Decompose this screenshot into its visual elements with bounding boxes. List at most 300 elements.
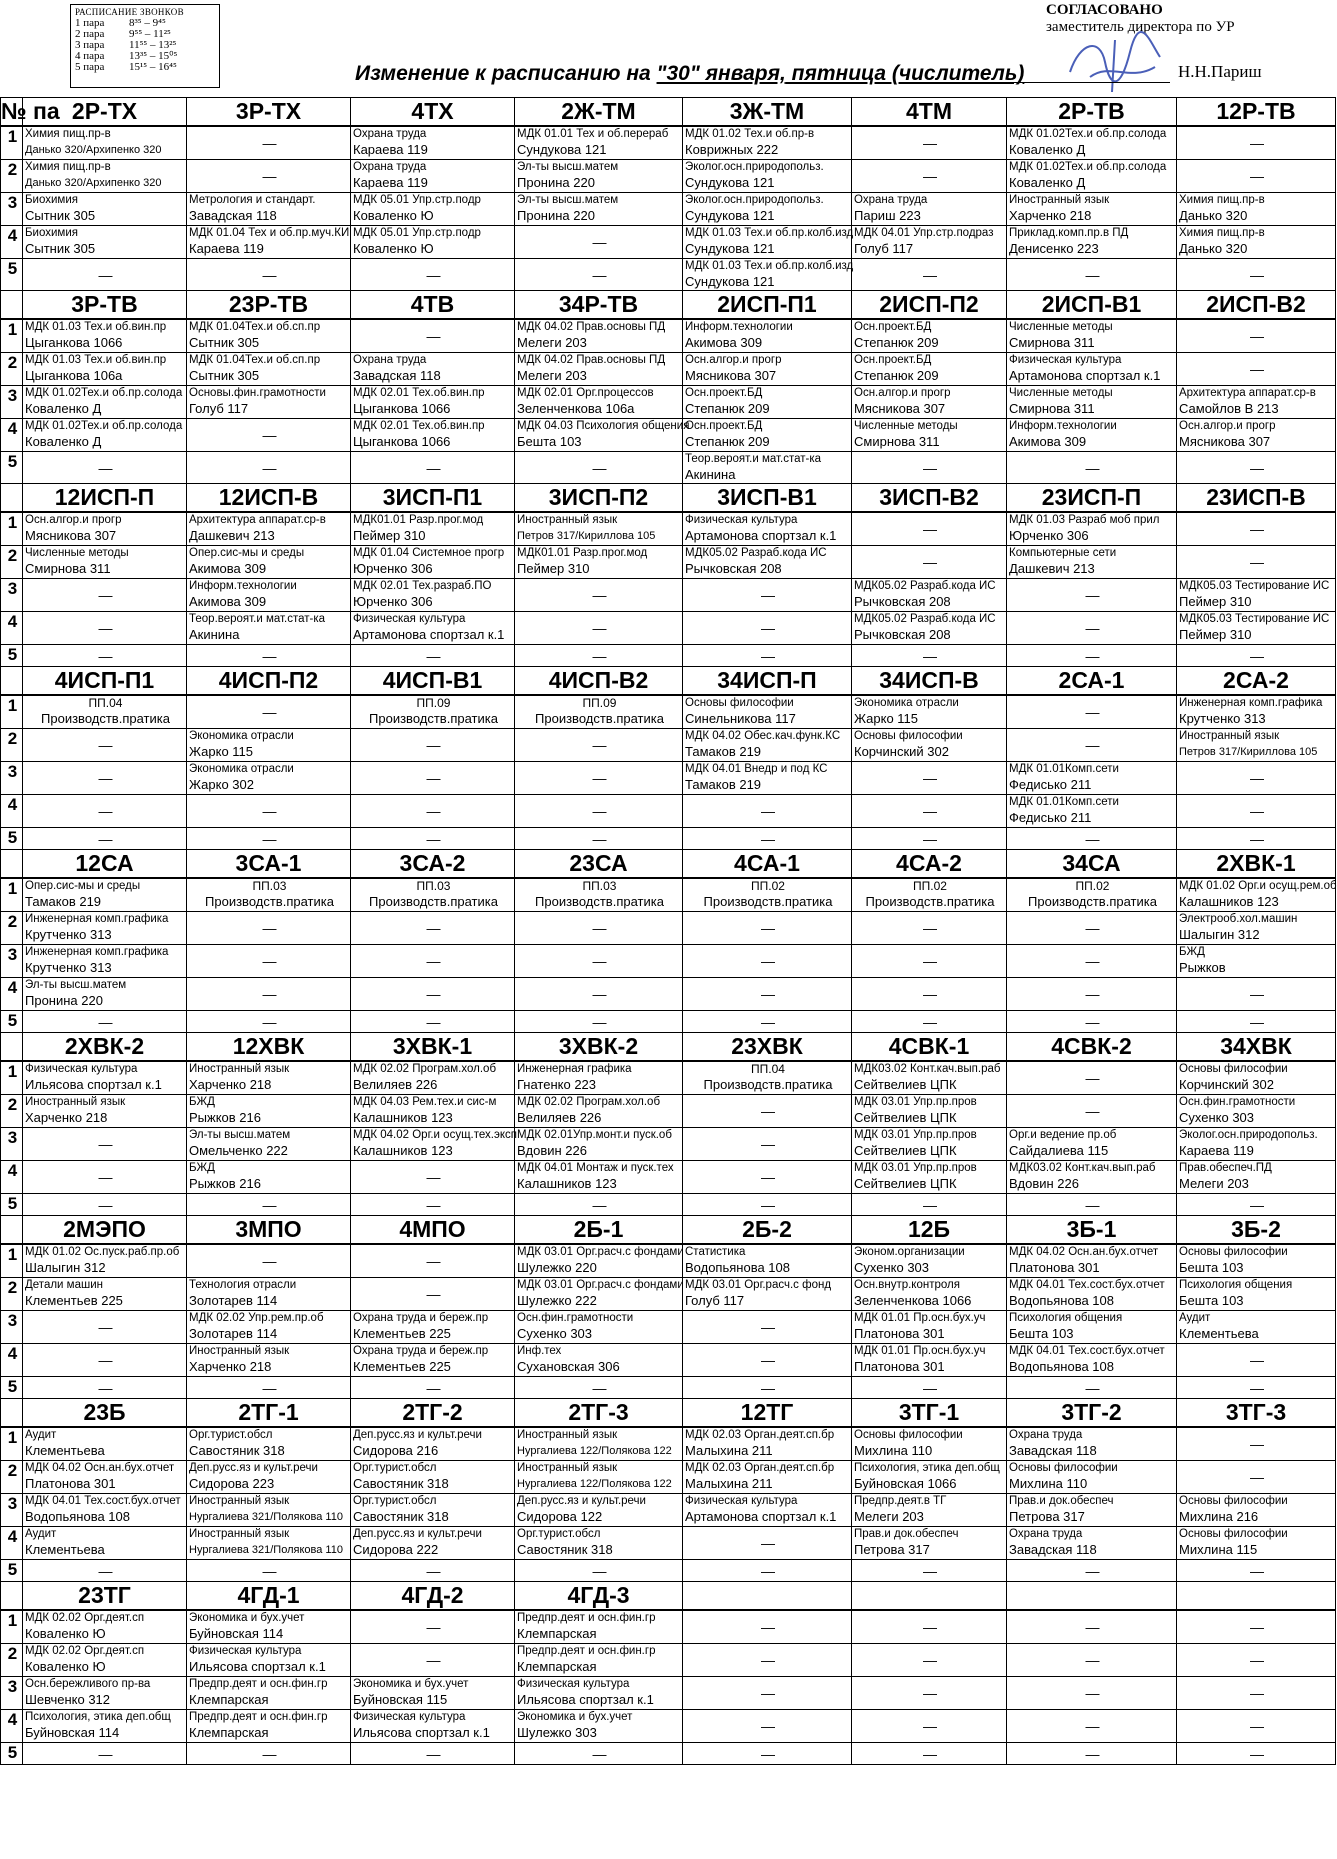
pair-number: 5 xyxy=(1,1194,23,1216)
empty-cell: — xyxy=(187,695,351,729)
lesson-cell xyxy=(515,1710,683,1743)
teacher-room: Коваленко Ю xyxy=(25,1626,106,1641)
pair-number-header xyxy=(1,484,23,513)
teacher-room: Платонова 301 xyxy=(1009,1260,1100,1275)
lesson-cell xyxy=(1007,795,1177,828)
group-name: 23ИСП-П xyxy=(1007,484,1177,513)
subject-name: МДК 04.02 Орг.и осущ.тех.эксп xyxy=(353,1129,517,1141)
lesson-cell xyxy=(515,126,683,160)
pair-number-header xyxy=(1,667,23,696)
empty-cell: — xyxy=(683,1560,852,1582)
pair-number: 1 xyxy=(1,1427,23,1461)
empty-cell: — xyxy=(23,1743,187,1765)
lesson-cell xyxy=(23,1061,187,1095)
subject-name: Иностранный язык xyxy=(189,1528,290,1540)
lesson-cell xyxy=(187,1061,351,1095)
lesson-cell xyxy=(1177,1244,1336,1278)
empty-cell: — xyxy=(1007,1011,1177,1033)
subject-name: Численные методы xyxy=(1009,321,1113,333)
empty-cell: — xyxy=(1177,1677,1336,1710)
subject-name: Иностранный язык xyxy=(189,1063,290,1075)
pair-number-header xyxy=(1,291,23,320)
subject-name: МДК 03.01 Упр.пр.пров xyxy=(854,1096,977,1108)
lesson-row xyxy=(1,1743,1336,1765)
lesson-row xyxy=(1,1011,1336,1033)
lesson-row xyxy=(1,386,1336,419)
lesson-cell xyxy=(23,978,187,1011)
teacher-room: Жарко 115 xyxy=(854,711,919,726)
teacher-room: Сидорова 216 xyxy=(353,1443,439,1458)
subject-name: Осн.проект.БД xyxy=(685,420,763,432)
pair-number: 1 xyxy=(1,319,23,353)
lesson-cell xyxy=(852,419,1007,452)
subject-name: Предпр.деят и осн.фин.гр xyxy=(189,1711,328,1723)
lesson-cell xyxy=(1007,1161,1177,1194)
lesson-row xyxy=(1,945,1336,978)
empty-cell: — xyxy=(1177,828,1336,850)
teacher-room: Буйновская 115 xyxy=(353,1692,448,1707)
lesson-cell xyxy=(351,1527,515,1560)
practice-name: Производств.пратика xyxy=(865,894,995,909)
practice-cell xyxy=(515,878,683,912)
practice-cell xyxy=(515,695,683,729)
empty-cell: — xyxy=(1177,1344,1336,1377)
lesson-cell xyxy=(1007,762,1177,795)
teacher-room: Калашников 123 xyxy=(1179,894,1279,909)
subject-name: Осн.проект.БД xyxy=(685,387,763,399)
subject-name: БЖД xyxy=(189,1162,215,1174)
teacher-room: Тамаков 219 xyxy=(25,894,102,909)
lesson-cell xyxy=(852,1311,1007,1344)
lesson-cell xyxy=(187,1344,351,1377)
teacher-room: Сытник 305 xyxy=(25,241,96,256)
empty-cell: — xyxy=(683,1128,852,1161)
teacher-room: Сайдалиева 115 xyxy=(1009,1143,1109,1158)
teacher-room: Рычковская 208 xyxy=(854,594,951,609)
subject-name: Основы философии xyxy=(854,730,963,742)
lesson-row xyxy=(1,419,1336,452)
lesson-cell xyxy=(852,1527,1007,1560)
teacher-room: Мясникова 307 xyxy=(1179,434,1271,449)
practice-name: Производств.пратика xyxy=(369,894,498,909)
lesson-cell xyxy=(1177,729,1336,762)
teacher-room: Пеймер 310 xyxy=(1179,627,1252,642)
subject-name: Биохимия xyxy=(25,227,78,239)
lesson-cell xyxy=(23,1095,187,1128)
empty-cell: — xyxy=(683,828,852,850)
teacher-room: Клементьев 225 xyxy=(25,1293,123,1308)
pair-number: 4 xyxy=(1,1344,23,1377)
empty-cell: — xyxy=(1007,259,1177,291)
teacher-room: Савостяник 318 xyxy=(517,1542,613,1557)
group-name: 2МЭПО xyxy=(23,1216,187,1245)
teacher-room: Акимова 309 xyxy=(685,335,763,350)
subject-name: МДК 02.01 Тех.об.вин.пр xyxy=(353,387,485,399)
group-name: 3ТГ-3 xyxy=(1177,1399,1336,1428)
teacher-room: Шулежко 303 xyxy=(517,1725,597,1740)
empty-cell: — xyxy=(351,1644,515,1677)
empty-cell: — xyxy=(351,319,515,353)
lesson-cell xyxy=(852,612,1007,645)
subject-name: МДК 01.02 Ос.пуск.раб.пр.об xyxy=(25,1246,180,1258)
subject-name: МДК 01.03 Тех.и об.вин.пр xyxy=(25,321,167,333)
empty-cell: — xyxy=(515,226,683,259)
lesson-cell xyxy=(852,193,1007,226)
subject-name: Экономика отрасли xyxy=(854,697,959,709)
lesson-cell xyxy=(515,1610,683,1644)
practice-name: Производств.пратика xyxy=(535,711,664,726)
teacher-room: Рычковская 208 xyxy=(854,627,951,642)
empty-cell: — xyxy=(1177,353,1336,386)
teacher-room: Сундукова 121 xyxy=(685,175,775,190)
lesson-row xyxy=(1,1610,1336,1644)
subject-name: Физическая культура xyxy=(1009,354,1122,366)
teacher-room: Коваленко Ю xyxy=(353,208,434,223)
pair-number: 5 xyxy=(1,1377,23,1399)
lesson-cell xyxy=(187,512,351,546)
subject-name: МДК05.02 Разраб.кода ИС xyxy=(685,547,827,559)
lesson-row xyxy=(1,912,1336,945)
empty-cell: — xyxy=(23,645,187,667)
lesson-row xyxy=(1,353,1336,386)
empty-cell: — xyxy=(187,452,351,484)
teacher-room: Акимова 309 xyxy=(189,594,267,609)
group-name: 12ТГ xyxy=(683,1399,852,1428)
subject-name: МДК 02.01 Тех.об.вин.пр xyxy=(353,420,485,432)
empty-cell: — xyxy=(187,828,351,850)
subject-name: Численные методы xyxy=(25,547,129,559)
teacher-room: Харченко 218 xyxy=(189,1077,272,1092)
lesson-cell xyxy=(683,762,852,795)
empty-cell: — xyxy=(187,1194,351,1216)
subject-name: Осн.проект.БД xyxy=(854,354,932,366)
teacher-room: Михлина 110 xyxy=(854,1443,933,1458)
lesson-cell xyxy=(351,419,515,452)
lesson-cell xyxy=(187,612,351,645)
bell-pair-label: 1 пара xyxy=(75,17,105,29)
lesson-cell xyxy=(23,1278,187,1311)
group-name: 2СА-1 xyxy=(1007,667,1177,696)
subject-name: Психология общения xyxy=(1179,1279,1293,1291)
subject-name: Основы философии xyxy=(1179,1246,1288,1258)
lesson-cell xyxy=(1177,1061,1336,1095)
group-name: 4ИСП-П1 xyxy=(23,667,187,696)
empty-cell: — xyxy=(1007,1743,1177,1765)
lesson-cell xyxy=(683,1494,852,1527)
empty-cell: — xyxy=(852,1743,1007,1765)
teacher-room: Караева 119 xyxy=(189,241,264,256)
subject-name: МДК 01.02Тех.и об.пр.солода xyxy=(1009,128,1167,140)
empty-cell: — xyxy=(351,1244,515,1278)
lesson-cell xyxy=(351,1427,515,1461)
subject-name: МДК 01.03 Тех.и об.пр.колб.изд xyxy=(685,227,854,239)
teacher-room: Харченко 218 xyxy=(25,1110,108,1125)
subject-name: Охрана труда xyxy=(353,128,427,140)
subject-name: Иностранный язык xyxy=(189,1345,290,1357)
group-header-row xyxy=(1,1582,1336,1611)
lesson-cell xyxy=(187,1527,351,1560)
bell-time: 8³⁵ – 9⁴⁵ xyxy=(129,17,166,29)
subject-name: МДК 01.04Тех.и об.сп.пр xyxy=(189,354,321,366)
lesson-cell xyxy=(351,1061,515,1095)
subject-name: МДК 04.02 Прав.основы ПД xyxy=(517,354,666,366)
empty-cell: — xyxy=(187,645,351,667)
lesson-row xyxy=(1,1344,1336,1377)
pair-number: 2 xyxy=(1,1461,23,1494)
empty-cell: — xyxy=(1177,1610,1336,1644)
lesson-row xyxy=(1,1161,1336,1194)
empty-cell: — xyxy=(187,160,351,193)
empty-cell: — xyxy=(1177,1644,1336,1677)
title-day: пятница (числитель) xyxy=(785,62,1025,85)
subject-name: Иностранный язык xyxy=(517,1462,618,1474)
lesson-cell xyxy=(1177,579,1336,612)
group-name: 2ИСП-В1 xyxy=(1007,291,1177,320)
empty-cell: — xyxy=(187,1244,351,1278)
empty-cell: — xyxy=(683,1311,852,1344)
subject-name: Химия пищ.пр-в xyxy=(25,128,111,140)
lesson-cell xyxy=(852,1128,1007,1161)
subject-name: Психология, этика деп.общ xyxy=(854,1462,1000,1474)
subject-name: Предпр.деят и осн.фин.гр xyxy=(517,1612,656,1624)
group-header-row xyxy=(1,1216,1336,1245)
empty-cell: — xyxy=(1007,452,1177,484)
subject-name: МДК 04.02 Осн.ан.бух.отчет xyxy=(1009,1246,1159,1258)
teacher-room: Велиляев 226 xyxy=(517,1110,602,1125)
lesson-cell xyxy=(1007,419,1177,452)
lesson-cell xyxy=(852,695,1007,729)
bell-schedule-box xyxy=(70,4,220,88)
empty-cell: — xyxy=(187,1377,351,1399)
empty-cell: — xyxy=(515,762,683,795)
teacher-room: Клемпарская xyxy=(517,1659,597,1674)
teacher-room: Артамонова спортзал к.1 xyxy=(353,627,505,642)
subject-name: Экономика и бух.учет xyxy=(189,1612,305,1624)
teacher-room: Цыганкова 1066 xyxy=(353,401,451,416)
lesson-cell xyxy=(1177,878,1336,912)
empty-cell: — xyxy=(1177,762,1336,795)
group-name: 2Ж-ТМ xyxy=(515,98,683,127)
lesson-cell xyxy=(23,512,187,546)
group-name: 3СА-1 xyxy=(187,850,351,879)
empty-cell: — xyxy=(515,1377,683,1399)
empty-cell: — xyxy=(1177,1743,1336,1765)
lesson-cell xyxy=(187,386,351,419)
lesson-row xyxy=(1,729,1336,762)
subject-name: МДК 01.04 Тех и об.пр.муч.КИ xyxy=(189,227,350,239)
subject-name: Электрооб.хол.машин xyxy=(1179,913,1298,925)
group-name: 12Р-ТВ xyxy=(1177,98,1336,127)
subject-name: Эколог.осн.природопольз. xyxy=(1179,1129,1318,1141)
empty-cell: — xyxy=(1177,319,1336,353)
teacher-room: Мясникова 307 xyxy=(854,401,946,416)
lesson-cell xyxy=(515,1095,683,1128)
teacher-room: Акинина xyxy=(685,467,736,482)
approval-title: СОГЛАСОВАНО xyxy=(1046,2,1163,18)
group-header-row xyxy=(1,850,1336,879)
empty-cell: — xyxy=(852,762,1007,795)
empty-cell: — xyxy=(515,1560,683,1582)
subject-name: Иностранный язык xyxy=(1009,194,1110,206)
lesson-cell xyxy=(852,386,1007,419)
pair-number: 3 xyxy=(1,1494,23,1527)
lesson-cell xyxy=(683,419,852,452)
subject-name: МДК 01.03 Тех.и об.вин.пр xyxy=(25,354,167,366)
subject-name: Предпр.деят.в ТГ xyxy=(854,1495,947,1507)
lesson-cell xyxy=(187,1095,351,1128)
teacher-room: Клемпарская xyxy=(517,1626,597,1641)
subject-name: Предпр.деят и осн.фин.гр xyxy=(517,1645,656,1657)
lesson-cell xyxy=(515,1161,683,1194)
lesson-cell xyxy=(515,1494,683,1527)
group-name: 3Б-2 xyxy=(1177,1216,1336,1245)
lesson-cell xyxy=(351,1461,515,1494)
group-name: 2СА-2 xyxy=(1177,667,1336,696)
empty-cell: — xyxy=(1007,912,1177,945)
group-name: 12ИСП-В xyxy=(187,484,351,513)
bell-pair-label: 2 пара xyxy=(75,28,105,40)
lesson-cell xyxy=(187,1644,351,1677)
pair-number: 1 xyxy=(1,1061,23,1095)
subject-name: Эколог.осн.природопольз. xyxy=(685,161,824,173)
subject-name: МДК03.02 Конт.кач.вып.раб xyxy=(854,1063,1001,1075)
lesson-cell xyxy=(1007,512,1177,546)
empty-cell: — xyxy=(1177,978,1336,1011)
subject-name: Иностранный язык xyxy=(189,1495,290,1507)
practice-name: Производств.пратика xyxy=(703,894,833,909)
lesson-cell xyxy=(23,1427,187,1461)
lesson-cell xyxy=(187,226,351,259)
subject-name: Инженерная комп.графика xyxy=(1179,697,1323,709)
subject-name: Аудит xyxy=(25,1528,57,1540)
lesson-row xyxy=(1,259,1336,291)
lesson-cell xyxy=(1007,1427,1177,1461)
group-name: 2ТГ-3 xyxy=(515,1399,683,1428)
teacher-room: Завадская 118 xyxy=(1009,1443,1097,1458)
pair-number: 4 xyxy=(1,1710,23,1743)
group-name: 3Р-ТХ xyxy=(187,98,351,127)
teacher-room: Завадская 118 xyxy=(189,208,277,223)
lesson-cell xyxy=(515,1244,683,1278)
empty-cell: — xyxy=(1177,1194,1336,1216)
lesson-cell xyxy=(852,1244,1007,1278)
lesson-row xyxy=(1,1461,1336,1494)
pair-number: 4 xyxy=(1,1527,23,1560)
subject-name: МДК 05.01 Упр.стр.подр xyxy=(353,227,481,239)
subject-name: Эл-ты высш.матем xyxy=(189,1129,291,1141)
pair-number: 3 xyxy=(1,762,23,795)
subject-name: МДК 01.01 Тех и об.перераб xyxy=(517,128,669,140)
teacher-room: Шулежко 220 xyxy=(517,1260,597,1275)
empty-cell: — xyxy=(852,1644,1007,1677)
lesson-cell xyxy=(852,1427,1007,1461)
subject-name: Эл-ты высш.матем xyxy=(25,979,127,991)
group-name: 2Р-ТХ xyxy=(23,98,187,127)
group-name: 12Б xyxy=(852,1216,1007,1245)
empty-cell: — xyxy=(852,912,1007,945)
empty-cell: — xyxy=(515,1011,683,1033)
lesson-cell xyxy=(187,729,351,762)
pair-number: 5 xyxy=(1,1560,23,1582)
empty-cell: — xyxy=(515,945,683,978)
bell-schedule-title: РАСПИСАНИЕ ЗВОНКОВ xyxy=(75,7,184,17)
subject-name: МДК 04.01 Внедр и под КС xyxy=(685,763,828,775)
page-title xyxy=(355,62,1024,86)
subject-name: Эл-ты высш.матем xyxy=(517,194,619,206)
empty-cell: — xyxy=(515,1743,683,1765)
teacher-room: Водопьянова 108 xyxy=(685,1260,790,1275)
empty-cell: — xyxy=(351,1278,515,1311)
lesson-cell xyxy=(1007,1244,1177,1278)
empty-cell: — xyxy=(852,126,1007,160)
empty-cell: — xyxy=(187,945,351,978)
empty-cell: — xyxy=(351,645,515,667)
subject-name: Биохимия xyxy=(25,194,78,206)
lesson-cell xyxy=(351,612,515,645)
teacher-room: Смирнова 311 xyxy=(1009,401,1095,416)
pair-number: 2 xyxy=(1,1278,23,1311)
lesson-cell xyxy=(515,1427,683,1461)
pair-number-header xyxy=(1,1399,23,1428)
subject-name: Основы философии xyxy=(854,1429,963,1441)
lesson-cell xyxy=(515,1461,683,1494)
teacher-room: Калашников 123 xyxy=(517,1176,617,1191)
signature xyxy=(1060,32,1170,100)
empty-cell: — xyxy=(515,259,683,291)
lesson-cell xyxy=(351,226,515,259)
empty-cell: — xyxy=(852,1610,1007,1644)
lesson-cell xyxy=(351,1095,515,1128)
lesson-cell xyxy=(515,419,690,452)
group-header-row xyxy=(1,667,1336,696)
lesson-cell xyxy=(23,160,187,193)
subject-name: Осн.фин.грамотности xyxy=(517,1312,634,1324)
empty-cell: — xyxy=(1007,1095,1177,1128)
subject-name: Деп.русс.яз и культ.речи xyxy=(353,1528,482,1540)
subject-name: МДК 01.03 Разраб моб прил xyxy=(1009,514,1160,526)
lesson-cell xyxy=(1007,160,1177,193)
pair-number: 2 xyxy=(1,1095,23,1128)
practice-name: Производств.пратика xyxy=(1028,894,1157,909)
lesson-cell xyxy=(187,1427,351,1461)
lesson-row xyxy=(1,612,1336,645)
empty-cell: — xyxy=(1177,126,1336,160)
lesson-cell xyxy=(1007,353,1177,386)
pair-number: 1 xyxy=(1,1610,23,1644)
empty-cell: — xyxy=(1007,579,1177,612)
pair-number: 3 xyxy=(1,579,23,612)
teacher-room: Сейтвелиев ЦПК xyxy=(854,1077,957,1092)
subject-name: Осн.внутр.контроля xyxy=(854,1279,960,1291)
empty-cell: — xyxy=(852,1710,1007,1743)
teacher-room: Малыхина 211 xyxy=(685,1476,773,1491)
empty-cell: — xyxy=(1007,1644,1177,1677)
teacher-room: Степанюк 209 xyxy=(685,401,770,416)
subject-name: Психология общения xyxy=(1009,1312,1123,1324)
empty-cell: — xyxy=(852,1377,1007,1399)
practice-cell xyxy=(1007,878,1177,912)
subject-name: МДК01.01 Разр.прог.мод xyxy=(353,514,484,526)
empty-cell: — xyxy=(187,1743,351,1765)
subject-name: МДК05.03 Тестирование ИС xyxy=(1179,580,1330,592)
pair-number: 3 xyxy=(1,945,23,978)
practice-code: ПП.03 xyxy=(582,879,617,893)
lesson-cell xyxy=(852,226,1007,259)
teacher-room: Клементьева xyxy=(25,1542,105,1557)
empty-cell: — xyxy=(187,1011,351,1033)
empty-cell: — xyxy=(1007,695,1177,729)
group-header-row xyxy=(1,291,1336,320)
